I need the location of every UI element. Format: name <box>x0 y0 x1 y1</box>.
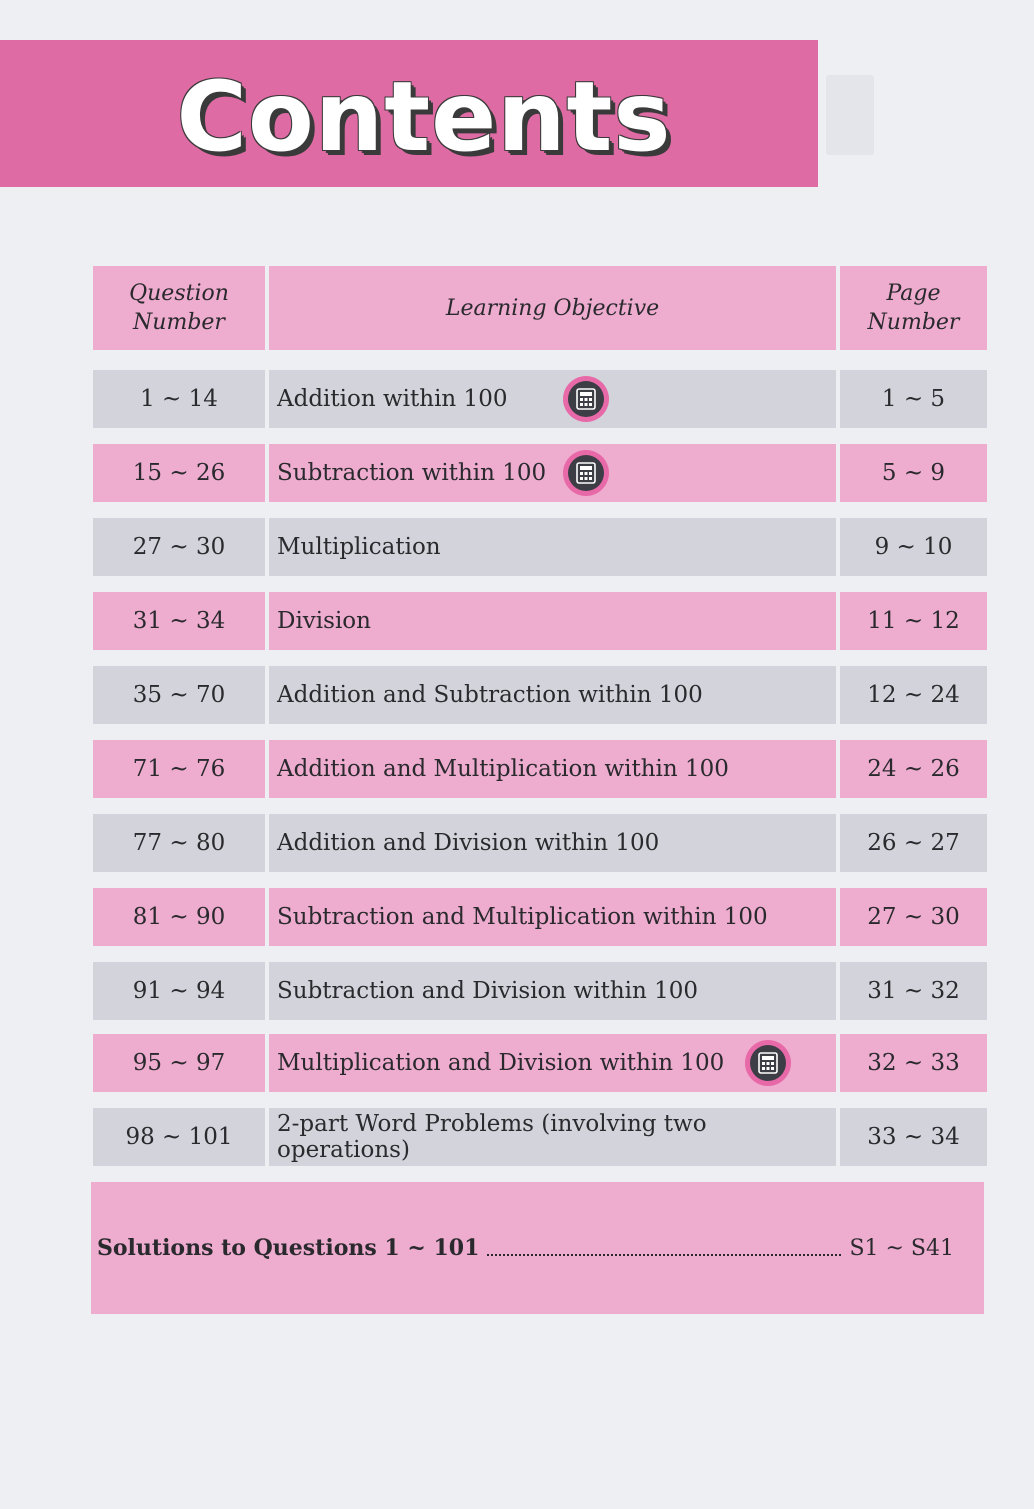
header-learning-objective: Learning Objective <box>269 266 836 350</box>
learning-objective: Subtraction and Division within 100 <box>269 962 836 1020</box>
question-range: 98 ~ 101 <box>93 1108 265 1166</box>
page-title: Contents <box>176 60 672 173</box>
page-range: 26 ~ 27 <box>840 814 987 872</box>
contents-banner <box>0 40 818 187</box>
learning-objective: Multiplication and Division within 100 <box>269 1034 836 1092</box>
page-range: 32 ~ 33 <box>840 1034 987 1092</box>
question-range: 31 ~ 34 <box>93 592 265 650</box>
learning-objective: Subtraction within 100 <box>269 444 836 502</box>
dot-leader <box>487 1240 841 1256</box>
question-range: 77 ~ 80 <box>93 814 265 872</box>
learning-objective: Addition and Division within 100 <box>269 814 836 872</box>
learning-objective: Subtraction and Multiplication within 100 <box>269 888 836 946</box>
learning-objective: Multiplication <box>269 518 836 576</box>
solutions-row <box>91 1182 984 1314</box>
calculator-icon <box>745 1040 791 1086</box>
page-range: 12 ~ 24 <box>840 666 987 724</box>
page-range: 11 ~ 12 <box>840 592 987 650</box>
page-range: 31 ~ 32 <box>840 962 987 1020</box>
question-range: 15 ~ 26 <box>93 444 265 502</box>
page-range: 5 ~ 9 <box>840 444 987 502</box>
calculator-icon <box>563 450 609 496</box>
learning-objective: Addition and Subtraction within 100 <box>269 666 836 724</box>
show-through-shape <box>826 75 874 155</box>
header-question-number: Question Number <box>93 266 265 350</box>
page-range: 27 ~ 30 <box>840 888 987 946</box>
learning-objective: Addition and Multiplication within 100 <box>269 740 836 798</box>
calculator-icon <box>563 376 609 422</box>
learning-objective: 2-part Word Problems (involving two operations) <box>269 1108 836 1166</box>
question-range: 71 ~ 76 <box>93 740 265 798</box>
header-page-number: Page Number <box>840 266 987 350</box>
question-range: 1 ~ 14 <box>93 370 265 428</box>
question-range: 35 ~ 70 <box>93 666 265 724</box>
learning-objective: Division <box>269 592 836 650</box>
question-range: 95 ~ 97 <box>93 1034 265 1092</box>
page-range: 33 ~ 34 <box>840 1108 987 1166</box>
page-range: 9 ~ 10 <box>840 518 987 576</box>
question-range: 27 ~ 30 <box>93 518 265 576</box>
question-range: 91 ~ 94 <box>93 962 265 1020</box>
solutions-pages: S1 ~ S41 <box>849 1235 954 1261</box>
page-range: 24 ~ 26 <box>840 740 987 798</box>
page-range: 1 ~ 5 <box>840 370 987 428</box>
learning-objective: Addition within 100 <box>269 370 836 428</box>
solutions-label: Solutions to Questions 1 ~ 101 <box>97 1235 480 1261</box>
question-range: 81 ~ 90 <box>93 888 265 946</box>
